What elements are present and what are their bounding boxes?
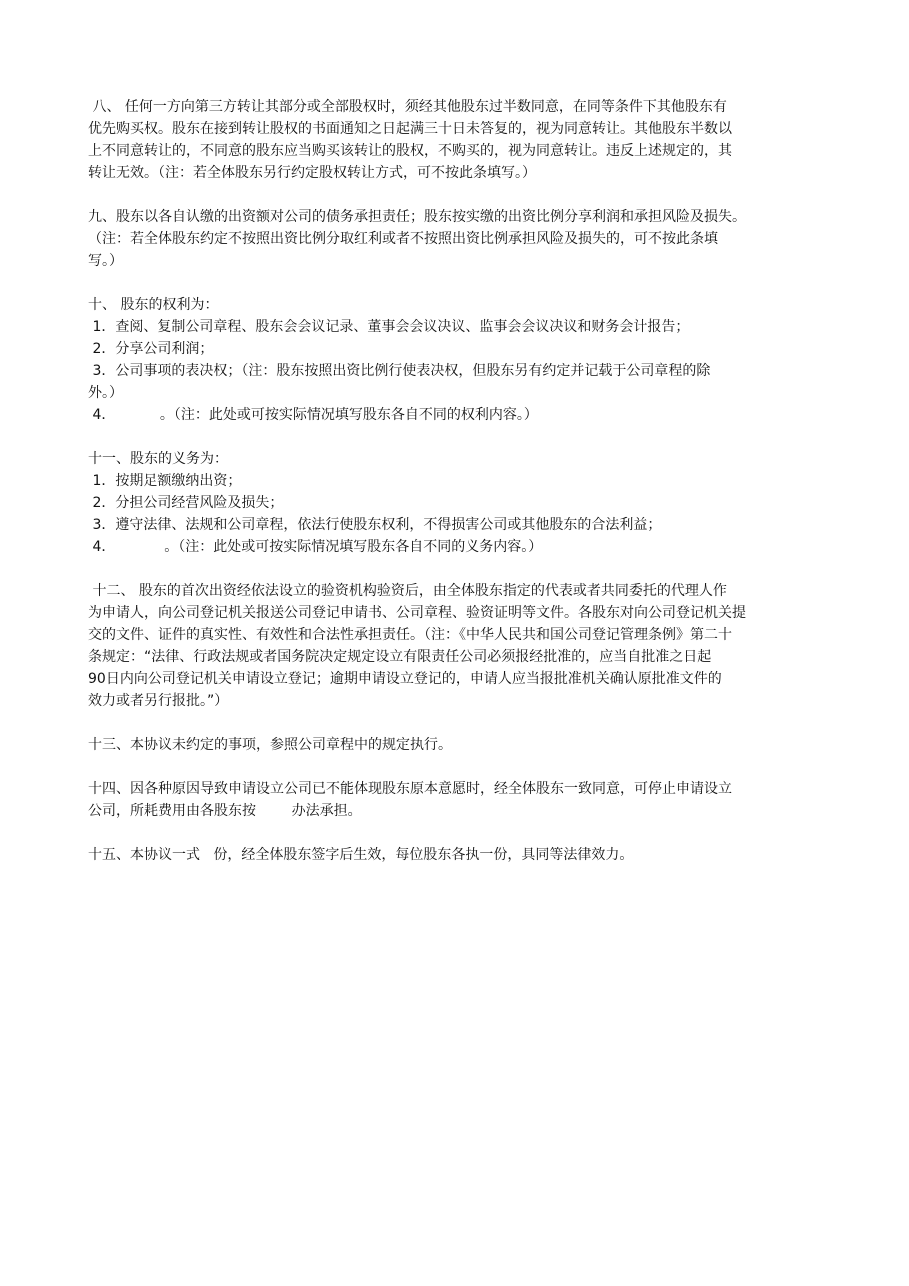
section-12-line: 为申请人，向公司登记机关报送公司登记申请书、公司章程、验资证明等文件。各股东对向公司登记机关提 — [88, 605, 746, 621]
section-8-line: 八、 任何一方向第三方转让其部分或全部股权时，须经其他股东过半数同意，在同等条件下其他股东有 — [88, 99, 727, 115]
section-15 — [88, 844, 848, 866]
section-14-line: 十四、因各种原因导致申请设立公司已不能体现股东原本意愿时，经全体股东一致同意，可停止申请设立 — [88, 781, 732, 797]
section-9-line: 写。） — [88, 253, 123, 269]
section-12-line: 90日内向公司登记机关申请设立登记；逾期申请设立登记的，申请人应当报批准机关确认原批准文件的 — [88, 671, 722, 687]
section-8-line: 上不同意转让的，不同意的股东应当购买该转让的股权，不购买的，视为同意转让。违反上述规定的，其 — [88, 143, 732, 159]
section-10-item: 2．分享公司利润； — [88, 341, 214, 357]
section-9-line: 九、股东以各自认缴的出资额对公司的债务承担责任；股东按实缴的出资比例分享利润和承担风险及损失。 — [88, 209, 746, 225]
section-9 — [88, 206, 848, 272]
section-13 — [88, 734, 848, 756]
section-12-line: 十二、 股东的首次出资经依法设立的验资机构验资后，由全体股东指定的代表或者共同委托的代理人作 — [88, 583, 727, 599]
section-12-line: 条规定：“法律、行政法规或者国务院决定规定设立有限责任公司必须报经批准的，应当自批准之日起 — [88, 649, 712, 665]
section-8-line: 转让无效。（注：若全体股东另行约定股权转让方式，可不按此条填写。） — [88, 165, 536, 181]
section-14-line: 公司，所耗费用由各股东按 办法承担。 — [88, 803, 362, 819]
section-15-line: 十五、本协议一式 份，经全体股东签字后生效，每位股东各执一份，具同等法律效力。 — [88, 847, 634, 863]
section-10-heading: 十、 股东的权利为： — [88, 297, 219, 313]
section-8-line: 优先购买权。股东在接到转让股权的书面通知之日起满三十日未答复的，视为同意转让。其他股东半数以 — [88, 121, 732, 137]
document-page — [88, 96, 848, 888]
section-11-item: 2．分担公司经营风险及损失； — [88, 495, 284, 511]
section-11-heading: 十一、股东的义务为： — [88, 451, 228, 467]
section-12 — [88, 580, 848, 712]
section-11-item: 3．遵守法律、法规和公司章程，依法行使股东权利，不得损害公司或其他股东的合法利益； — [88, 517, 662, 533]
section-11-item: 4． 。（注：此处或可按实际情况填写股东各自不同的义务内容。） — [88, 539, 543, 555]
section-10-item: 3．公司事项的表决权；（注：股东按照出资比例行使表决权，但股东另有约定并记载于公司章程的除 — [88, 363, 711, 379]
section-10 — [88, 294, 848, 426]
section-10-item: 1．查阅、复制公司章程、股东会会议记录、董事会会议决议、监事会会议决议和财务会计报告； — [88, 319, 690, 335]
section-10-item: 4． 。（注：此处或可按实际情况填写股东各自不同的权利内容。） — [88, 407, 538, 423]
section-12-line: 效力或者另行报批。”） — [88, 693, 229, 709]
section-13-line: 十三、本协议未约定的事项，参照公司章程中的规定执行。 — [88, 737, 452, 753]
section-11-item: 1．按期足额缴纳出资； — [88, 473, 242, 489]
section-12-line: 交的文件、证件的真实性、有效性和合法性承担责任。（注：《中华人民共和国公司登记管理条例》第二十 — [88, 627, 732, 643]
section-10-item: 外。） — [88, 385, 123, 401]
section-11 — [88, 448, 848, 558]
section-8 — [88, 96, 848, 184]
section-9-line: （注：若全体股东约定不按照出资比例分取红利或者不按照出资比例承担风险及损失的，可不按此条填 — [88, 231, 718, 247]
section-14 — [88, 778, 848, 822]
